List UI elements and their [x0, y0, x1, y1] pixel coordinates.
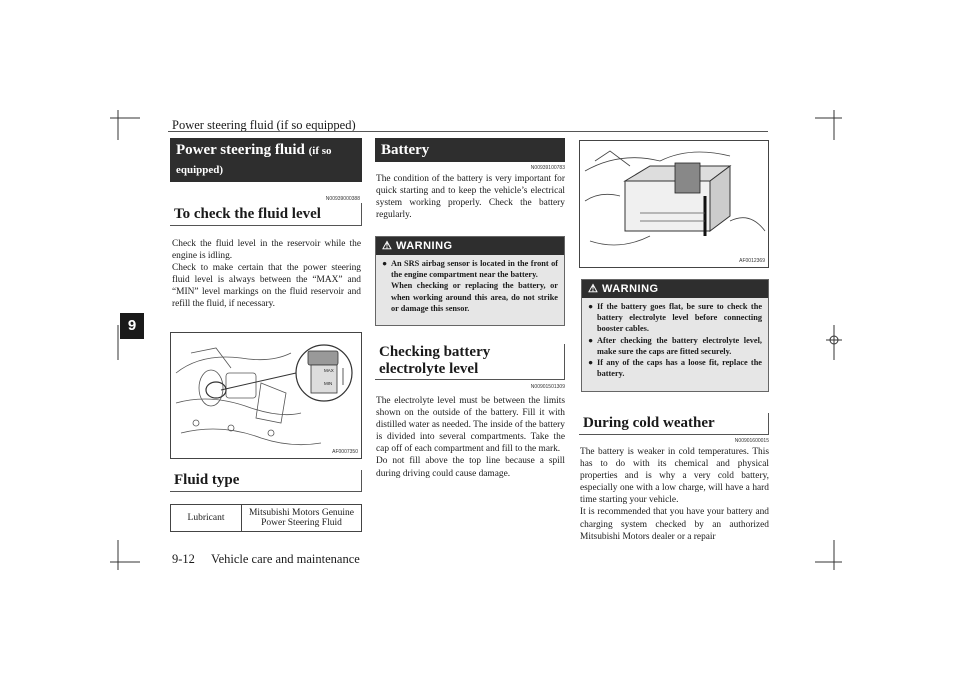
bullet-icon: ● — [588, 302, 594, 311]
ref-code: N00901600015 — [734, 438, 769, 444]
bullet-icon: ● — [588, 358, 594, 368]
figure-power-steering-reservoir — [170, 332, 362, 459]
warning-label: WARNING — [601, 283, 659, 295]
warning-text-cont: When checking or replacing the battery, or when working around this area, do not strike or damage this sensor. — [391, 281, 558, 313]
warning-item — [588, 335, 762, 357]
fig-max-label: MAX — [324, 368, 334, 373]
header-rule — [168, 131, 768, 132]
fluid-type-table — [170, 504, 362, 532]
paragraph: The electrolyte level must be between the limits shown on the outside of the battery. Fill it with distilled water as needed. The inside of the battery is divided into several compartments. Take the cap off of each compartment and fill to the mark. — [376, 396, 565, 455]
table-value-cell: Mitsubishi Motors Genuine Power Steering Fluid — [242, 505, 362, 532]
warning-item — [588, 357, 762, 379]
subheading-fluid-type: Fluid type — [170, 470, 362, 492]
bullet-icon: ● — [382, 259, 388, 268]
subheading-cold-weather: During cold weather — [579, 413, 769, 435]
footer-section: Vehicle care and maintenance — [210, 552, 360, 566]
fig-min-label: MIN — [324, 381, 333, 386]
paragraph: Check the fluid level in the reservoir while the engine is idling. — [172, 239, 361, 262]
warning-label: WARNING — [395, 240, 453, 252]
warning-text: An SRS airbag sensor is located in the front of the engine compartment near the battery. — [391, 259, 558, 280]
table-label-cell: Lubricant — [171, 505, 242, 532]
figure-id: AF0012369 — [739, 258, 765, 264]
ref-code: N00939100783 — [530, 165, 565, 171]
section-title-suffix: (if so — [308, 145, 332, 157]
paragraph: The condition of the battery is very important for quick starting and to keep the vehicle’s electrical system working properly. Check the battery regularly. — [376, 174, 565, 221]
figure-id: AF0007350 — [332, 449, 358, 455]
section-title-power-steering — [170, 138, 362, 182]
section-title-battery: Battery — [375, 138, 565, 162]
warning-text: If the battery goes flat, be sure to check the battery electrolyte level before connecting booster cables. — [597, 302, 762, 334]
table-row — [171, 505, 362, 532]
warning-item — [382, 258, 558, 314]
subheading-electrolyte: Checking battery electrolyte level — [375, 344, 565, 380]
subheading-check-fluid: To check the fluid level — [170, 203, 362, 226]
bullet-icon: ● — [588, 335, 594, 345]
ref-code: N00939000388 — [325, 196, 360, 202]
page-header-title: Power steering fluid (if so equipped) — [172, 118, 356, 132]
paragraph: The battery is weaker in cold temperatures. This has to do with its chemical and physical properties and is why a very cold battery, especially one with a low charge, will have a hard time starting your vehicle. — [580, 447, 769, 506]
engine-illustration — [171, 333, 361, 458]
paragraph: Do not fill above the top line because a spill during driving could cause damage. — [376, 456, 565, 479]
paragraph: It is recommended that you have your battery and charging system checked by an authorized Mitsubishi Motors dealer or a repair — [580, 507, 769, 542]
warning-icon: ⚠ — [382, 240, 393, 252]
page-number: 9-12 — [172, 552, 195, 566]
warning-box-srs — [375, 236, 565, 326]
section-title-line2: equipped) — [176, 164, 224, 176]
chapter-tab: 9 — [120, 313, 144, 339]
battery-illustration — [580, 141, 768, 267]
warning-header — [582, 280, 768, 298]
section-title-text: Power steering fluid — [176, 142, 305, 158]
warning-text: After checking the battery electrolyte level, make sure the caps are fitted securely. — [597, 335, 762, 356]
figure-battery — [579, 140, 769, 268]
warning-text: If any of the caps has a loose fit, replace the battery. — [597, 358, 762, 379]
page-footer — [172, 552, 360, 567]
paragraph: Check to make certain that the power steering fluid level is always between the “MAX” and “MIN” level markings on the fluid reservoir and refill the fluid, if necessary. — [172, 263, 361, 310]
ref-code: N00901501309 — [530, 384, 565, 390]
warning-icon: ⚠ — [588, 283, 599, 295]
warning-header — [376, 237, 564, 255]
warning-item — [588, 301, 762, 335]
warning-box-battery — [581, 279, 769, 392]
